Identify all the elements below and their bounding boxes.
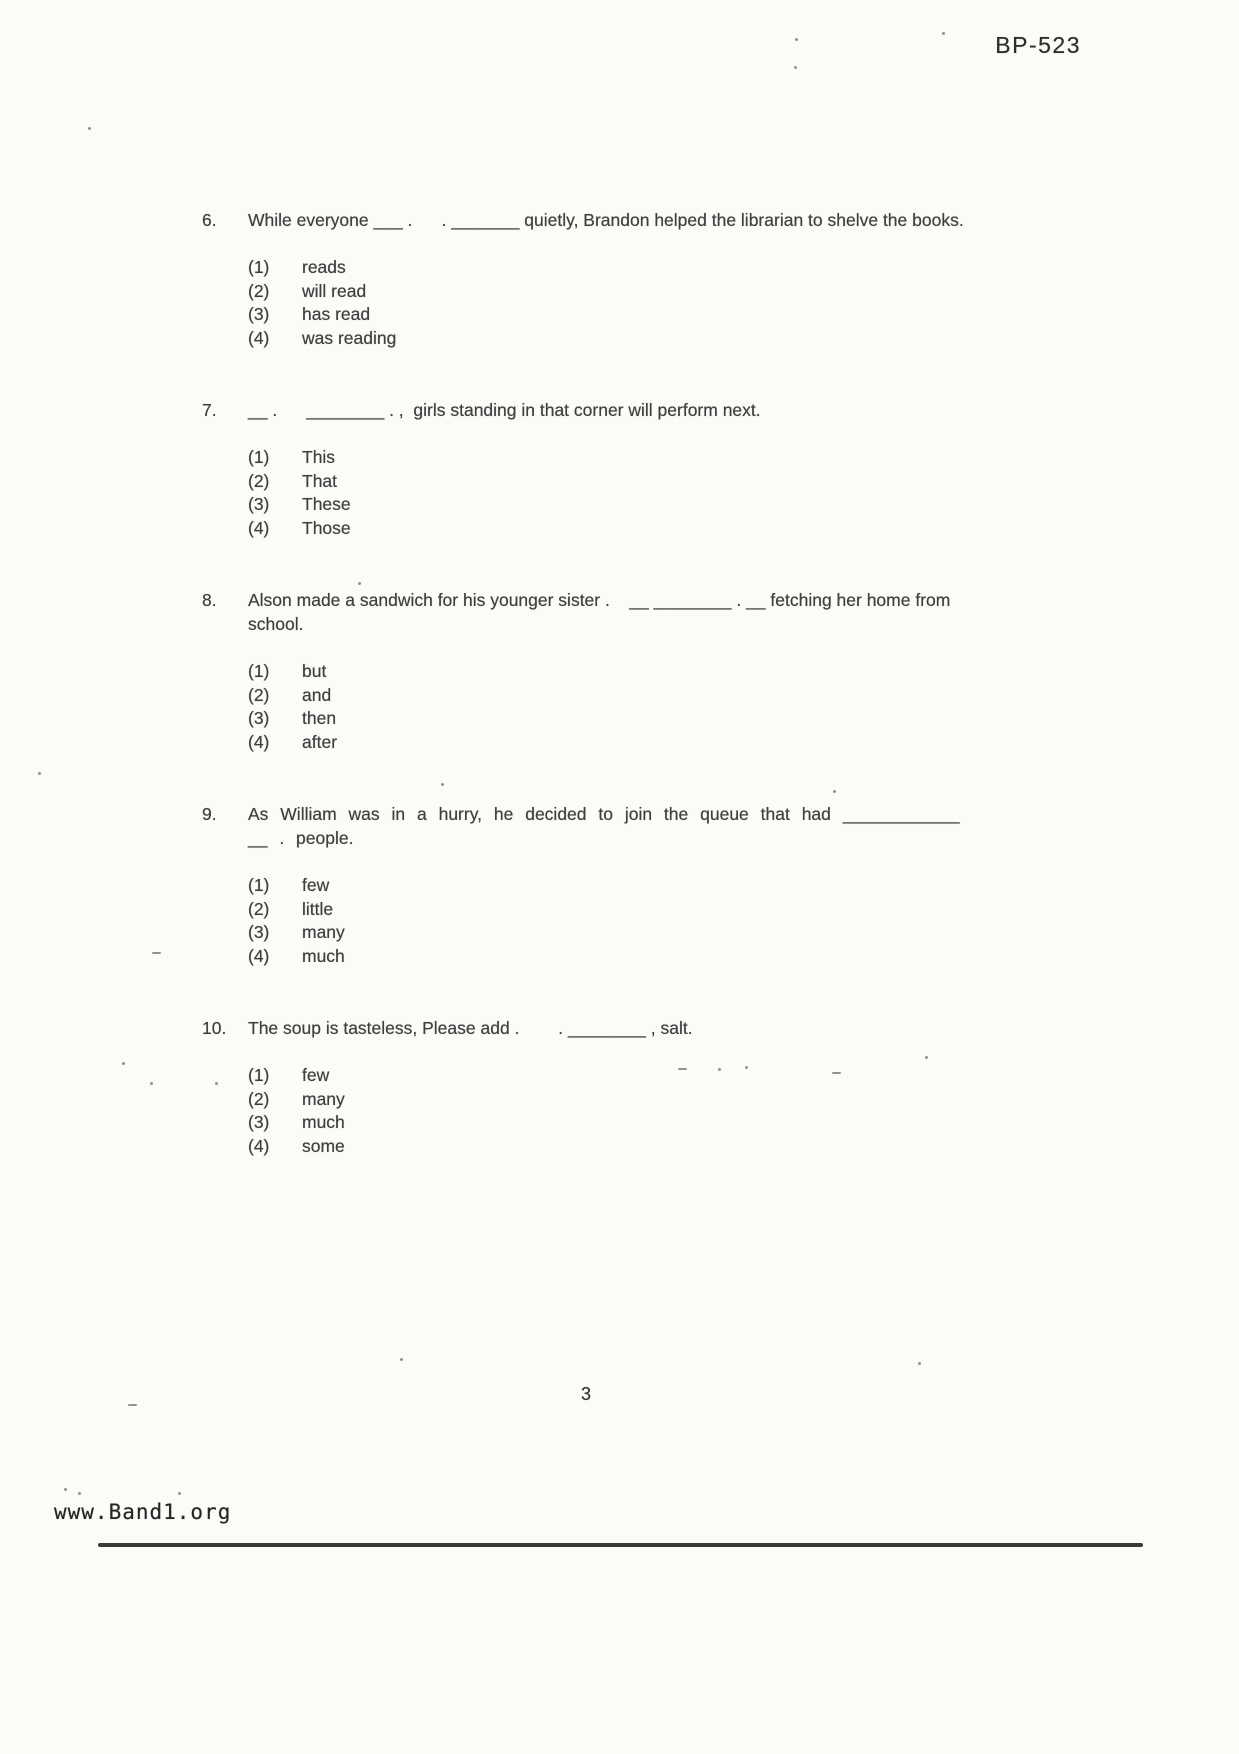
scan-speck: [78, 1492, 81, 1495]
scan-speck: [441, 783, 444, 786]
question-6: [202, 208, 964, 350]
option-number: (4): [248, 731, 270, 752]
option-label: These: [302, 494, 351, 514]
option-label: many: [302, 922, 345, 942]
option-item: [248, 898, 964, 922]
option-label: few: [302, 1065, 330, 1085]
option-number: (4): [248, 945, 270, 966]
option-label: reads: [302, 257, 346, 277]
scan-speck: [122, 1062, 125, 1065]
option-item: [248, 446, 964, 470]
question-head: [202, 802, 972, 850]
question-text: While everyone ___ . . _______ quietly, Brandon helped the librarian to shelve the books.: [248, 210, 964, 230]
options-list: [248, 660, 964, 754]
option-number: (1): [248, 447, 270, 467]
option-label: few: [302, 875, 330, 895]
page-number: 3: [580, 1384, 591, 1404]
scan-speck: [678, 1068, 687, 1070]
option-label: little: [302, 898, 334, 919]
scan-speck: [150, 1082, 153, 1085]
option-number: (3): [248, 708, 270, 728]
question-head: [202, 1016, 964, 1040]
scan-speck: [215, 1082, 218, 1085]
scan-speck: [925, 1056, 928, 1059]
option-item: [248, 1088, 964, 1112]
options-list: [248, 256, 964, 350]
scan-speck: [833, 790, 836, 793]
scan-speck: [88, 127, 91, 130]
scan-bottom-edge: [98, 1543, 1143, 1547]
paper-code: BP-523: [995, 32, 1081, 58]
question-head: [202, 588, 964, 636]
question-number: 10.: [202, 1018, 227, 1038]
scan-speck: [38, 772, 41, 775]
option-number: (4): [248, 517, 270, 538]
question-7: [202, 398, 964, 540]
scan-speck: [128, 1404, 137, 1406]
option-label: but: [302, 661, 327, 681]
option-number: (3): [248, 494, 270, 514]
option-number: (4): [248, 1135, 270, 1156]
scan-speck: [745, 1066, 748, 1069]
option-label: has read: [302, 304, 371, 324]
option-number: (2): [248, 280, 270, 301]
scan-speck: [942, 32, 945, 35]
scan-speck: [832, 1072, 841, 1074]
scan-speck: [718, 1068, 721, 1071]
option-item: [248, 660, 964, 684]
option-number: (1): [248, 1065, 270, 1085]
question-number: 6.: [202, 210, 217, 230]
scan-speck: [178, 1492, 181, 1495]
option-item: [248, 517, 964, 541]
question-number: 9.: [202, 804, 217, 824]
option-label: much: [302, 1112, 345, 1132]
option-number: (2): [248, 1088, 270, 1109]
option-number: (3): [248, 1112, 270, 1132]
option-item: [248, 945, 964, 969]
option-item: [248, 493, 964, 517]
option-number: (2): [248, 470, 270, 491]
footer-url: www.Band1.org: [54, 1500, 232, 1524]
option-item: [248, 731, 964, 755]
question-text: The soup is tasteless, Please add . . ________ , salt.: [248, 1018, 693, 1038]
question-text: As William was in a hurry, he decided to join the queue that had ____________ __ . people.: [248, 804, 972, 848]
option-label: after: [302, 731, 338, 752]
option-item: [248, 1111, 964, 1135]
options-list: [248, 446, 964, 540]
option-label: much: [302, 945, 345, 966]
option-number: (1): [248, 661, 270, 681]
question-8: [202, 588, 964, 754]
questions-area: [202, 208, 972, 1206]
option-label: was reading: [302, 327, 397, 348]
option-item: [248, 684, 964, 708]
option-number: (3): [248, 304, 270, 324]
scan-speck: [794, 66, 797, 69]
option-number: (1): [248, 257, 270, 277]
option-label: some: [302, 1135, 345, 1156]
option-number: (4): [248, 327, 270, 348]
option-label: many: [302, 1088, 345, 1109]
option-item: [248, 1064, 964, 1088]
option-label: will read: [302, 280, 367, 301]
options-list: [248, 874, 964, 968]
options-list: [248, 1064, 964, 1158]
option-item: [248, 470, 964, 494]
option-label: and: [302, 684, 332, 705]
question-10: [202, 1016, 964, 1158]
option-number: (1): [248, 875, 270, 895]
scan-speck: [152, 952, 161, 954]
scan-speck: [400, 1358, 403, 1361]
question-head: [202, 208, 964, 232]
question-head: [202, 398, 964, 422]
question-number: 7.: [202, 400, 217, 420]
option-number: (2): [248, 684, 270, 705]
option-label: then: [302, 708, 337, 728]
option-item: [248, 327, 964, 351]
question-text: Alson made a sandwich for his younger sister . __ ________ . __ fetching her home from school.: [248, 590, 956, 634]
option-number: (3): [248, 922, 270, 942]
option-label: Those: [302, 517, 351, 538]
option-item: [248, 280, 964, 304]
option-item: [248, 707, 964, 731]
scan-speck: [795, 38, 798, 41]
option-item: [248, 256, 964, 280]
scan-speck: [64, 1488, 67, 1491]
option-item: [248, 874, 964, 898]
option-number: (2): [248, 898, 270, 919]
scan-speck: [918, 1362, 921, 1365]
option-label: This: [302, 447, 336, 467]
option-item: [248, 303, 964, 327]
option-label: That: [302, 470, 338, 491]
question-number: 8.: [202, 590, 217, 610]
option-item: [248, 921, 964, 945]
question-text: __ . ________ . , girls standing in that corner will perform next.: [248, 400, 761, 420]
question-9: [202, 802, 972, 968]
option-item: [248, 1135, 964, 1159]
scan-speck: [358, 582, 361, 585]
